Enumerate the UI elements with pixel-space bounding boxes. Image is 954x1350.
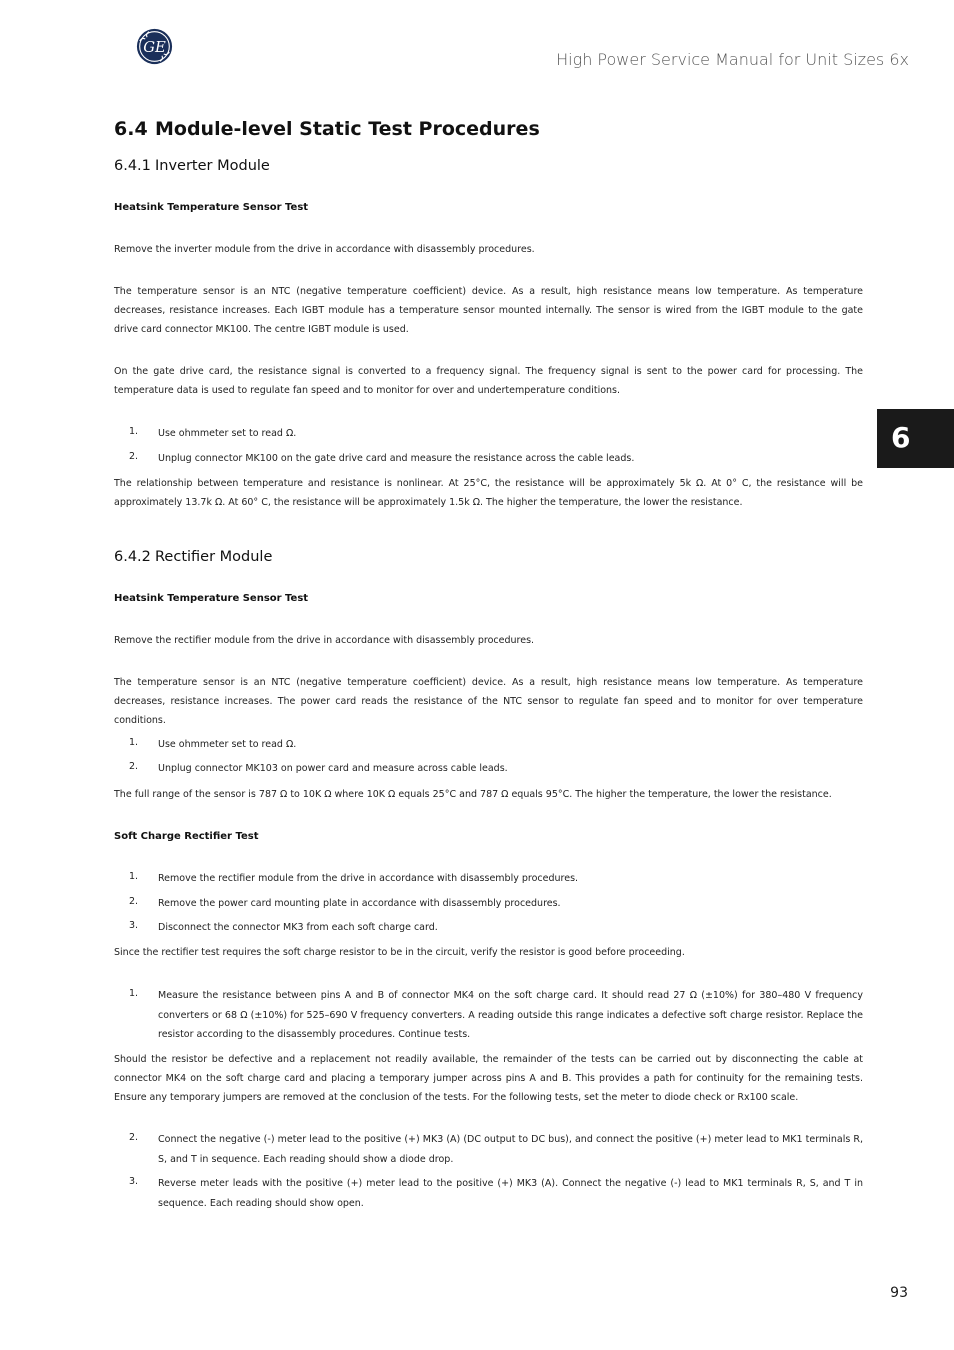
paragraph: On the gate drive card, the resistance signal is converted to a frequency signal. The frequency signal is sent to the power card for processing. The temperature data is used to regulate fan speed and to monitor for over and undertemperature conditions. — [114, 366, 863, 396]
rectifier-test-subheading: Heatsink Temperature Sensor Test — [114, 593, 309, 604]
svg-text:GE: GE — [143, 39, 166, 57]
subsection-title: Rectifier Module — [155, 549, 273, 565]
chapter-number: 6 — [891, 421, 911, 454]
subsection-number: 6.4.2 — [114, 549, 151, 565]
chapter-tab — [877, 409, 954, 468]
paragraph: The temperature sensor is an NTC (negative temperature coefficient) device. As a result, high resistance means low temperature. As temperature decreases, resistance increases. The power card reads the resistance of the NTC sensor to regulate fan speed and to monitor for over temperature conditions. — [114, 677, 863, 726]
paragraph: The relationship between temperature and resistance is nonlinear. At 25°C, the resistance will be approximately 5k Ω. At 0° C, the resistance will be approximately 13.7k Ω. At 60° C, the resistance will be approximately 1.5k Ω. The higher the temperature, the lower the resistance. — [114, 478, 863, 508]
paragraph: The full range of the sensor is 787 Ω to 10K Ω where 10K Ω equals 25°C and 787 Ω equals 95°C. The higher the temperature, the lower the resistance. — [114, 789, 832, 800]
subsection-inverter-heading — [114, 158, 270, 174]
inverter-test-subheading: Heatsink Temperature Sensor Test — [114, 202, 309, 213]
soft-charge-subheading: Soft Charge Rectifier Test — [114, 831, 259, 842]
paragraph: Should the resistor be defective and a replacement not readily available, the remainder of the tests can be carried out by disconnecting the cable at connector MK4 on the soft charge card and placing a temporary jumper across pins A and B. This provides a path for continuity for the remaining tests. Ensure any temporary jumpers are removed at the conclusion of the tests. For the following tests, set the meter to diode check or Rx100 scale. — [114, 1054, 863, 1103]
subsection-rectifier-heading — [114, 549, 272, 565]
subsection-number: 6.4.1 — [114, 158, 151, 174]
paragraph: Since the rectifier test requires the soft charge resistor to be in the circuit, verify the resistor is good before proceeding. — [114, 947, 685, 958]
subsection-title: Inverter Module — [155, 158, 270, 174]
section-heading — [114, 118, 540, 140]
document-title: High Power Service Manual for Unit Sizes 6x — [556, 50, 909, 69]
paragraph: Remove the rectifier module from the drive in accordance with disassembly procedures. — [114, 635, 535, 646]
page-number: 93 — [890, 1285, 908, 1301]
ge-logo — [136, 28, 173, 65]
paragraph: Remove the inverter module from the drive in accordance with disassembly procedures. — [114, 244, 535, 255]
section-title: Module-level Static Test Procedures — [155, 118, 540, 140]
section-number: 6.4 — [114, 118, 148, 140]
paragraph: The temperature sensor is an NTC (negative temperature coefficient) device. As a result, high resistance means low temperature. As temperature decreases, resistance increases. Each IGBT module has a temperature sensor mounted internally. The sensor is wired from the IGBT module to the gate drive card connector MK100. The centre IGBT module is used. — [114, 286, 863, 335]
